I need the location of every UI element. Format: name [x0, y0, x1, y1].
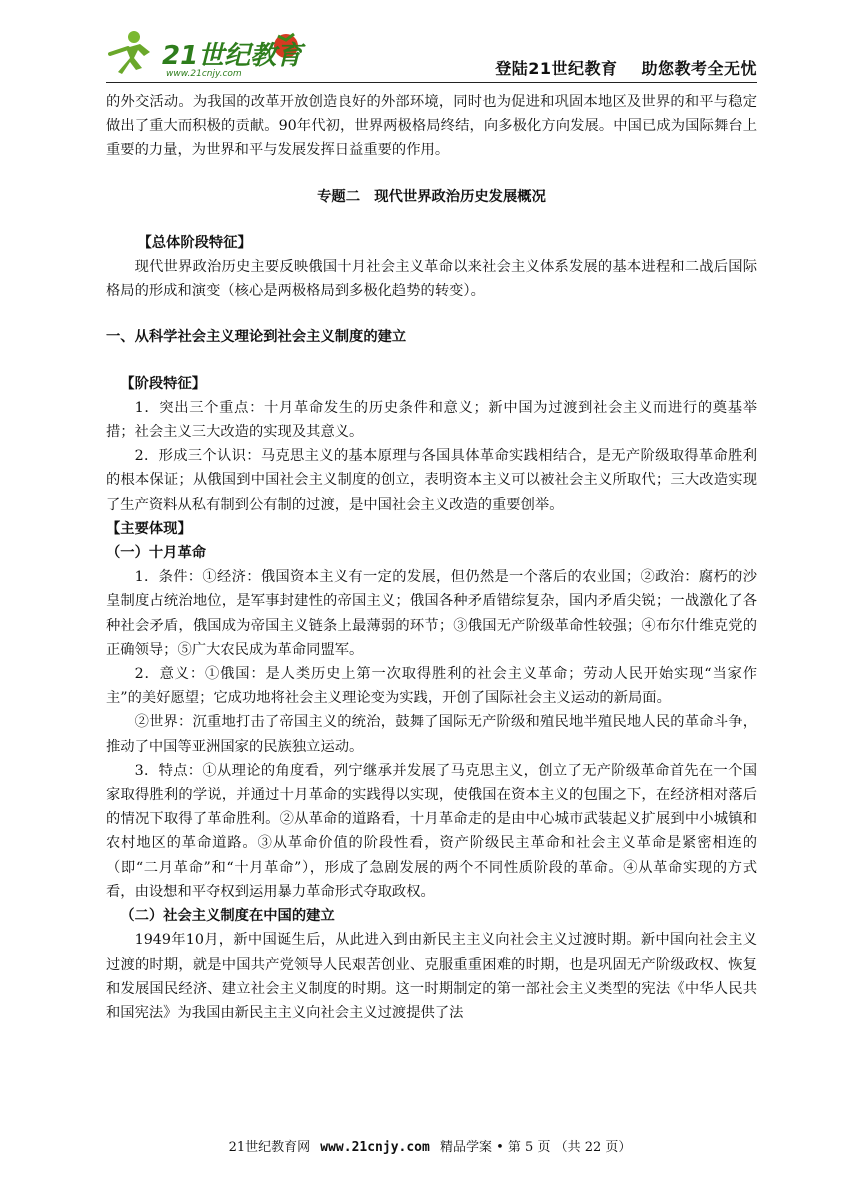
- subheading: （一）十月革命: [106, 545, 207, 562]
- page-footer: [0, 1136, 860, 1155]
- logo-text: 21世纪教育: [162, 41, 303, 71]
- paragraph: 1．突出三个重点：十月革命发生的历史条件和意义；新中国为过渡到社会主义而进行的奠基举措；社会主义三大改造的实现及其意义。: [106, 399, 757, 441]
- paragraph: 1．条件：①经济：俄国资本主义有一定的发展，但仍然是一个落后的农业国；②政治：腐朽的沙皇制度占统治地位，是军事封建性的帝国主义；俄国各种矛盾错综复杂，国内矛盾尖锐；一战激化了各种社会矛盾，俄国成为帝国主义链条上最薄弱的环节；③俄国无产阶级革命性较强；④布尔什维克党的正确领导；⑤广大农民成为革命同盟军。: [106, 569, 757, 658]
- footer-site: 21世纪教育网: [228, 1140, 311, 1155]
- paragraph: 3．特点：①从理论的角度看，列宁继承并发展了马克思主义，创立了无产阶级革命首先在一个国家取得胜利的学说，并通过十月革命的实践得以实现，使俄国在资本主义的包围之下，在经济相对落后的情况下取得了革命胜利。②从革命的道路看，十月革命走的是由中心城市武装起义扩展到中小城镇和农村地区的革命道路。③从革命价值的阶段性看，资产阶级民主革命和社会主义革命是紧密相连的（即“二月革命”和“十月革命”），形成了急剧发展的两个不同性质阶段的革命。④从革命实现的方式看，由设想和平夺权到运用暴力革命形式夺取政权。: [106, 762, 757, 900]
- footer-page-info: 精品学案 • 第 5 页 （共 22 页）: [439, 1140, 632, 1155]
- subheading: 【主要体现】: [106, 520, 192, 537]
- section-title: 专题二 现代世界政治历史发展概况: [317, 188, 546, 205]
- slogan-right: 助您教考全无忧: [641, 59, 757, 78]
- paragraph: 2．意义：①俄国：是人类历史上第一次取得胜利的社会主义革命；劳动人民开始实现“当家作主”的美好愿望；它成功地将社会主义理论变为实践，开创了国际社会主义运动的新局面。: [106, 666, 757, 707]
- page-header: [106, 28, 757, 83]
- subheading: 【阶段特征】: [120, 375, 207, 392]
- subheading: 【总体阶段特征】: [137, 234, 252, 251]
- paragraph: 现代世界政治历史主要反映俄国十月社会主义革命以来社会主义体系发展的基本进程和二战后国际格局的形成和演变（核心是两极格局到多极化趋势的转变）。: [106, 259, 757, 300]
- subheading: （二）社会主义制度在中国的建立: [120, 908, 335, 925]
- heading: 一、从科学社会主义理论到社会主义制度的建立: [106, 329, 407, 346]
- logo-21cnjy: [106, 28, 306, 80]
- header-slogan: [495, 56, 757, 79]
- slogan-left: 登陆21世纪教育: [495, 59, 618, 78]
- paragraph: 2．形成三个认识：马克思主义的基本原理与各国具体革命实践相结合，是无产阶级取得革命胜利的根本保证；从俄国到中国社会主义制度的创立，表明资本主义可以被社会主义所取代；三大改造实现了生产资料从私有制到公有制的过渡，是中国社会主义改造的重要创举。: [106, 448, 757, 513]
- paragraph: 1949年10月，新中国诞生后，从此进入到由新民主主义向社会主义过渡时期。新中国向社会主义过渡的时期，就是中国共产党领导人民艰苦创业、克服重重困难的时期，也是巩固无产阶级政权、恢复和发展国民经济、建立社会主义制度的时期。这一时期制定的第一部社会主义类型的宪法《中华人民共和国宪法》为我国由新民主主义向社会主义过渡提供了法: [106, 932, 757, 1021]
- footer-url: www.21cnjy.com: [320, 1140, 430, 1155]
- document-body: [106, 90, 757, 1025]
- paragraph: 的外交活动。为我国的改革开放创造良好的外部环境，同时也为促进和巩固本地区及世界的和平与稳定做出了重大而积极的贡献。90年代初，世界两极格局终结，向多极化方向发展。中国已成为国际舞台上重要的力量，为世界和平与发展发挥日益重要的作用。: [106, 94, 757, 159]
- paragraph: ②世界：沉重地打击了帝国主义的统治，鼓舞了国际无产阶级和殖民地半殖民地人民的革命斗争，推动了中国等亚洲国家的民族独立运动。: [106, 714, 757, 755]
- logo-url: www.21cnjy.com: [166, 69, 242, 79]
